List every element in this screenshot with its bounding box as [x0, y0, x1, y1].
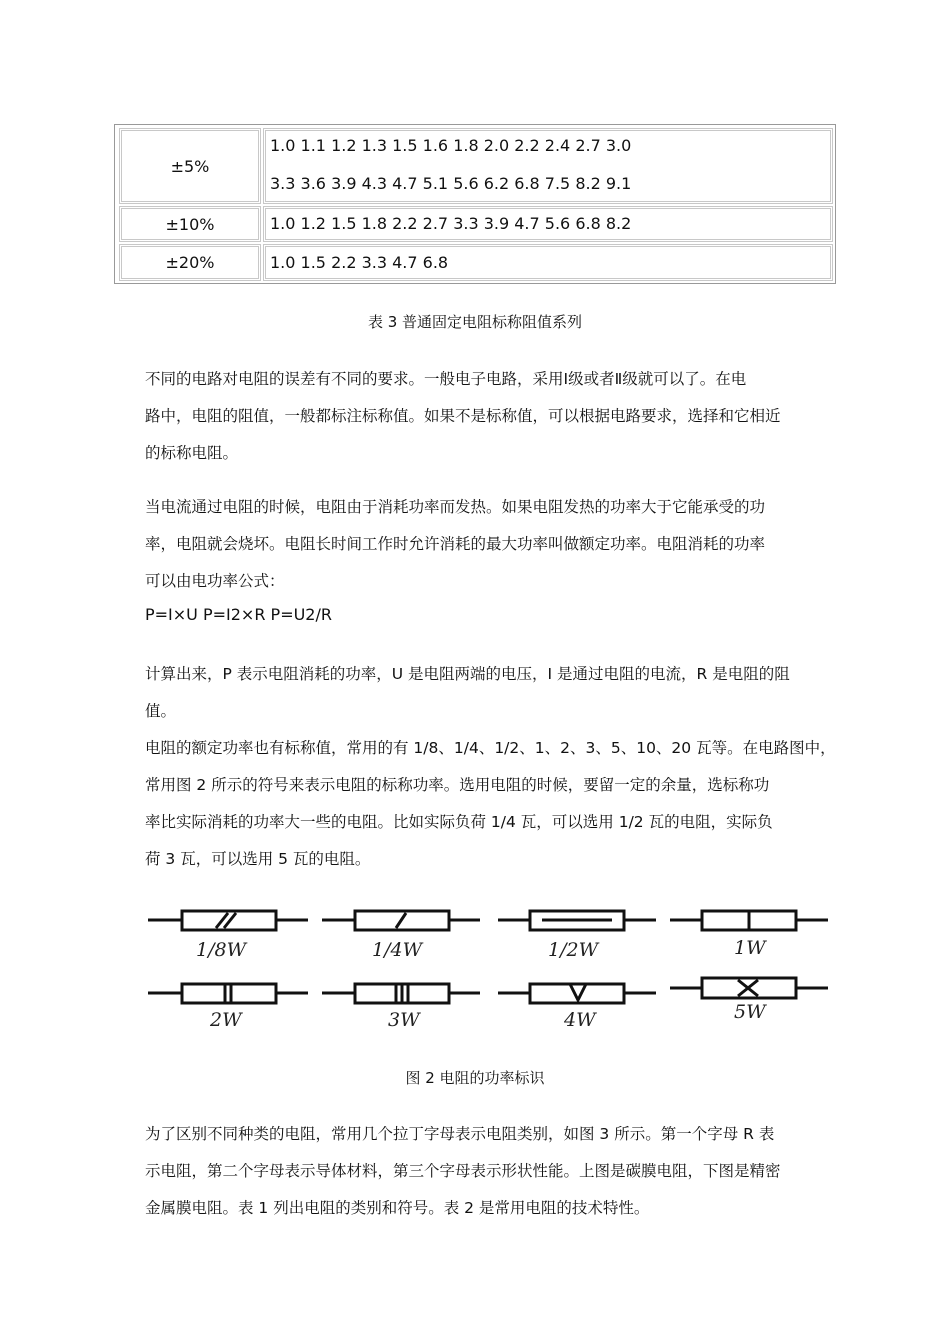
values-line: 1.0 1.1 1.2 1.3 1.5 1.6 1.8 2.0 2.2 2.4 2.7 3.0 — [270, 136, 632, 155]
power-label: 3W — [388, 1009, 420, 1031]
paragraph-line: 值。 — [145, 702, 177, 720]
paragraph-line: 电阻的额定功率也有标称值，常用的有 1/8、1/4、1/2、1、2、3、5、10、20 瓦等。在电路图中， — [145, 739, 836, 757]
power-formula: P=I×U P=I2×R P=U2/R — [145, 605, 332, 624]
paragraph-rated-power — [145, 489, 810, 600]
paragraph-line: 不同的电路对电阻的误差有不同的要求。一般电子电路，采用Ⅰ级或者Ⅱ级就可以了。在电 — [145, 370, 747, 388]
paragraph-resistor-types — [145, 1116, 810, 1227]
values-line: 3.3 3.6 3.9 4.3 4.7 5.1 5.6 6.2 6.8 7.5 8.2 9.1 — [270, 174, 632, 193]
paragraph-line: 常用图 2 所示的符号来表示电阻的标称功率。选用电阻的时候，要留一定的余量，选标称功 — [145, 776, 770, 794]
resistor-symbol-4w — [498, 984, 656, 1003]
resistor-symbol-3w — [322, 984, 480, 1003]
power-label: 4W — [564, 1009, 596, 1031]
paragraph-line: 荷 3 瓦，可以选用 5 瓦的电阻。 — [145, 850, 371, 868]
resistor-symbol-1-8w — [148, 911, 308, 930]
table-caption: 表 3 普通固定电阻标称阻值系列 — [367, 313, 583, 331]
values-cell — [263, 206, 833, 242]
tolerance-label: ±20% — [165, 253, 215, 272]
paragraph-line: 率比实际消耗的功率大一些的电阻。比如实际负荷 1/4 瓦，可以选用 1/2 瓦的电阻，实际负 — [145, 813, 773, 831]
paragraph-line: 计算出来，P 表示电阻消耗的功率，U 是电阻两端的电压，I 是通过电阻的电流，R 是电阻的阻 — [145, 665, 790, 683]
resistor-power-symbols-figure — [140, 898, 840, 1038]
values-cell — [263, 128, 833, 204]
tolerance-label: ±10% — [165, 214, 215, 234]
resistor-symbol-1-4w — [322, 911, 480, 930]
power-label: 5W — [734, 1001, 766, 1023]
tolerance-cell — [119, 206, 261, 242]
power-label: 1/2W — [548, 939, 599, 961]
resistance-series-table — [114, 124, 836, 284]
power-label: 1/4W — [372, 939, 423, 961]
paragraph-line: 当电流通过电阻的时候，电阻由于消耗功率而发热。如果电阻发热的功率大于它能承受的功 — [145, 498, 766, 516]
tolerance-cell — [119, 244, 261, 281]
values-line: 1.0 1.5 2.2 3.3 4.7 6.8 — [270, 253, 449, 272]
power-label: 1/8W — [196, 939, 247, 961]
paragraph-line: 率，电阻就会烧坏。电阻长时间工作时允许消耗的最大功率叫做额定功率。电阻消耗的功率 — [145, 535, 766, 553]
power-label: 2W — [210, 1009, 242, 1031]
values-cell — [263, 244, 833, 281]
paragraph-line: 的标称电阻。 — [145, 444, 239, 462]
tolerance-cell — [119, 128, 261, 204]
resistor-symbol-1-2w — [498, 911, 656, 930]
resistor-symbol-1w — [670, 911, 828, 930]
resistor-symbol-5w — [670, 978, 828, 998]
power-label: 1W — [734, 937, 766, 959]
paragraph-line: 金属膜电阻。表 1 列出电阻的类别和符号。表 2 是常用电阻的技术特性。 — [145, 1199, 650, 1217]
paragraph-line: 可以由电功率公式： — [145, 572, 285, 590]
tolerance-label: ±5% — [170, 156, 210, 176]
paragraph-line: 示电阻，第二个字母表示导体材料，第三个字母表示形状性能。上图是碳膜电阻，下图是精密 — [145, 1162, 781, 1180]
paragraph-line: 为了区别不同种类的电阻，常用几个拉丁字母表示电阻类别，如图 3 所示。第一个字母 R 表 — [145, 1125, 775, 1143]
values-line: 1.0 1.2 1.5 1.8 2.2 2.7 3.3 3.9 4.7 5.6 6.8 8.2 — [270, 214, 632, 233]
resistor-symbol-2w — [148, 984, 308, 1003]
paragraph-power-ratings — [145, 656, 836, 878]
figure-caption: 图 2 电阻的功率标识 — [405, 1069, 545, 1087]
paragraph-line: 路中，电阻的阻值，一般都标注标称值。如果不是标称值，可以根据电路要求，选择和它相近 — [145, 407, 781, 425]
paragraph-error-requirements — [145, 361, 810, 472]
